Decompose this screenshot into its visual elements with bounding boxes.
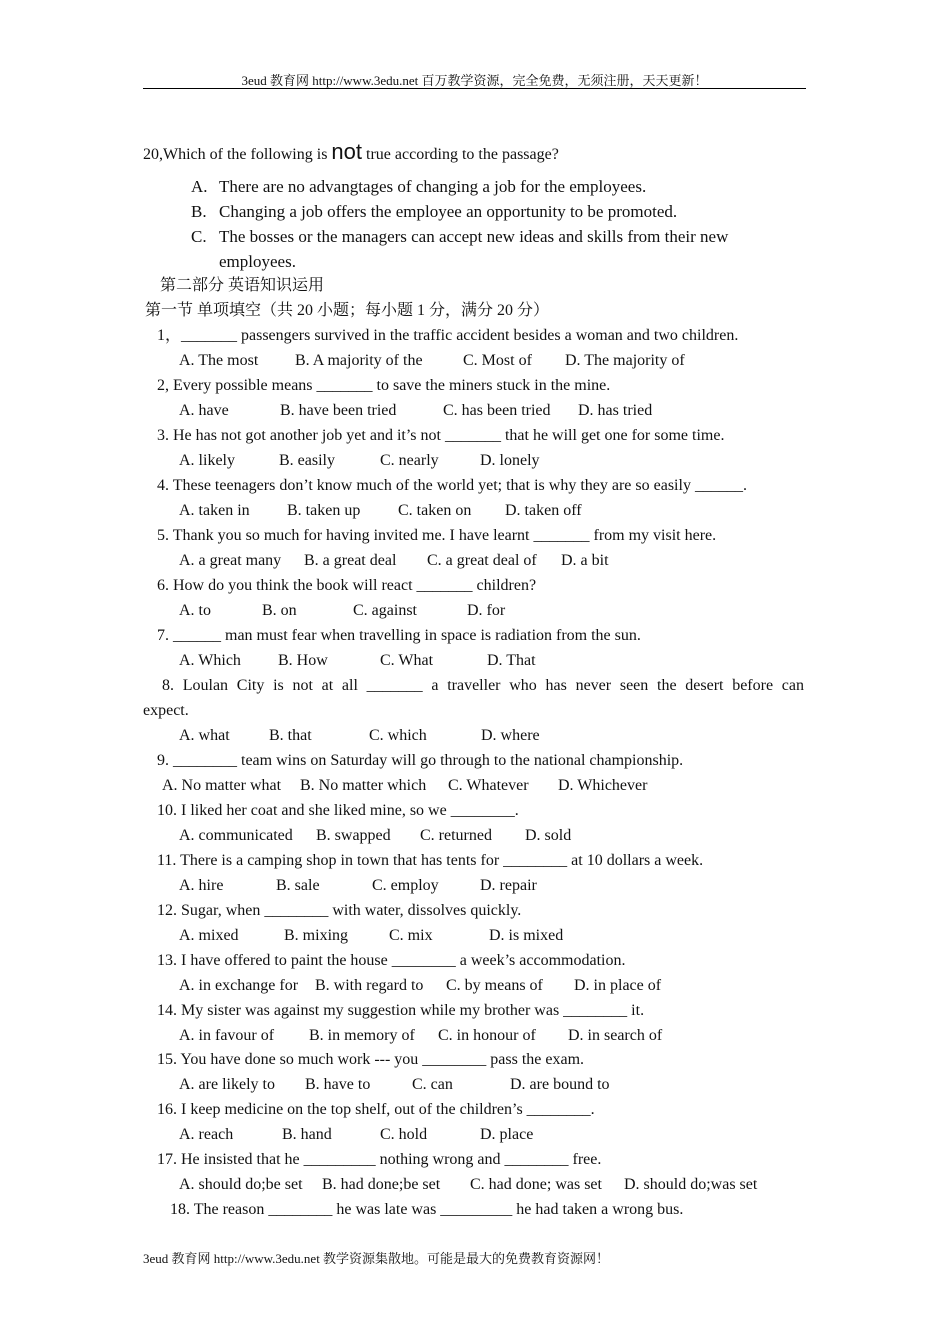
q15-option-a: A. are likely to	[179, 1076, 275, 1093]
q11-option-d: D. repair	[480, 877, 537, 894]
q10-option-c: C. returned	[420, 827, 492, 844]
page-header: 3eud 教育网 http://www.3edu.net 百万教学资源，完全免费，无须注册，天天更新！	[241, 73, 708, 88]
q20-stem-post: true according to the passage?	[362, 146, 559, 163]
q12-stem: 12. Sugar, when ________ with water, dissolves quickly.	[157, 902, 522, 919]
q1-option-c: C. Most of	[463, 352, 532, 369]
q3-option-d: D. lonely	[480, 452, 540, 469]
q6-option-d: D. for	[467, 602, 506, 619]
option-text: There are no advangtages of changing a job for the employees.	[219, 177, 647, 196]
q17-stem: 17. He insisted that he _________ nothing wrong and ________ free.	[157, 1151, 602, 1168]
q5-option-b: B. a great deal	[304, 552, 397, 569]
q14-option-d: D. in search of	[568, 1027, 663, 1044]
q14-option-b: B. in memory of	[309, 1027, 415, 1044]
q2-option-b: B. have been tried	[280, 402, 397, 419]
q13-option-c: C. by means of	[446, 977, 543, 994]
q3-option-b: B. easily	[279, 452, 335, 469]
q8-option-a: A. what	[179, 727, 230, 744]
q1-stem: 1，_______ passengers survived in the traffic accident besides a woman and two children.	[157, 327, 739, 344]
q3-option-a: A. likely	[179, 452, 235, 469]
q2-stem: 2, Every possible means _______ to save the miners stuck in the mine.	[157, 377, 611, 394]
q11-option-b: B. sale	[276, 877, 320, 894]
q16-option-c: C. hold	[380, 1126, 428, 1143]
option-letter: C.	[191, 227, 207, 246]
q2-option-d: D. has tried	[578, 402, 653, 419]
q5-stem: 5. Thank you so much for having invited me. I have learnt _______ from my visit here.	[157, 527, 717, 544]
q7-option-b: B. How	[278, 652, 328, 669]
header-rule	[143, 88, 806, 89]
q20-option-c	[191, 227, 729, 247]
q17-option-c: C. had done; was set	[470, 1176, 602, 1193]
option-letter: B.	[191, 202, 207, 221]
q4-option-b: B. taken up	[287, 502, 361, 519]
q8-option-c: C. which	[369, 727, 427, 744]
q20-stem	[143, 139, 559, 165]
q1-option-d: D. The majority of	[565, 352, 685, 369]
q8-stem: 8. Loulan City is not at all _______ a traveller who has never seen the desert before can	[162, 677, 804, 694]
q10-stem: 10. I liked her coat and she liked mine, so we ________.	[157, 802, 519, 819]
q6-option-c: C. against	[353, 602, 417, 619]
q6-stem: 6. How do you think the book will react _______ children?	[157, 577, 537, 594]
option-letter: A.	[191, 177, 208, 196]
option-text: Changing a job offers the employee an opportunity to be promoted.	[219, 202, 678, 221]
option-text: The bosses or the managers can accept new ideas and skills from their new	[219, 227, 729, 246]
q3-stem: 3. He has not got another job yet and it’s not _______ that he will get one for some time.	[157, 427, 725, 444]
q2-option-a: A. have	[179, 402, 229, 419]
q15-stem: 15. You have done so much work --- you ________ pass the exam.	[157, 1051, 585, 1068]
q13-option-b: B. with regard to	[315, 977, 424, 994]
q6-option-a: A. to	[179, 602, 211, 619]
q14-option-a: A. in favour of	[179, 1027, 275, 1044]
q17-option-a: A. should do;be set	[179, 1176, 303, 1193]
q10-option-d: D. sold	[525, 827, 572, 844]
q9-option-d: D. Whichever	[558, 777, 648, 794]
q20-stem-emph: not	[331, 139, 363, 164]
q12-option-c: C. mix	[389, 927, 433, 944]
q8-option-b: B. that	[269, 727, 312, 744]
q9-option-c: C. Whatever	[448, 777, 529, 794]
q15-option-b: B. have to	[305, 1076, 371, 1093]
q10-option-b: B. swapped	[316, 827, 391, 844]
q12-option-b: B. mixing	[284, 927, 349, 944]
q20-option-b	[191, 202, 678, 222]
q18-stem: 18. The reason ________ he was late was _________ he had taken a wrong bus.	[170, 1201, 684, 1218]
q2-option-c: C. has been tried	[443, 402, 551, 419]
q20-option-c-cont: employees.	[219, 252, 296, 271]
q14-stem: 14. My sister was against my suggestion while my brother was ________ it.	[157, 1002, 645, 1019]
section1-title: 第一节 单项填空（共 20 小题；每小题 1 分，满分 20 分）	[145, 302, 550, 319]
q9-stem: 9. ________ team wins on Saturday will go through to the national championship.	[157, 752, 684, 769]
q16-option-b: B. hand	[282, 1126, 332, 1143]
q4-option-d: D. taken off	[505, 502, 582, 519]
q4-option-c: C. taken on	[398, 502, 472, 519]
q12-option-a: A. mixed	[179, 927, 239, 944]
q8-option-d: D. where	[481, 727, 540, 744]
q17-option-d: D. should do;was set	[624, 1176, 758, 1193]
q16-option-d: D. place	[480, 1126, 534, 1143]
q17-option-b: B. had done;be set	[322, 1176, 441, 1193]
q9-option-b: B. No matter which	[300, 777, 427, 794]
q7-option-d: D. That	[487, 652, 536, 669]
q4-stem: 4. These teenagers don’t know much of the world yet; that is why they are so easily ______.	[157, 477, 747, 494]
q5-option-a: A. a great many	[179, 552, 282, 569]
q1-option-a: A. The most	[179, 352, 259, 369]
q20-stem-pre: 20,Which of the following is	[143, 146, 332, 163]
q5-option-c: C. a great deal of	[427, 552, 537, 569]
q8-stem-cont: expect.	[143, 702, 189, 719]
q1-option-b: B. A majority of the	[295, 352, 423, 369]
q13-option-a: A. in exchange for	[179, 977, 299, 994]
q16-option-a: A. reach	[179, 1126, 234, 1143]
q6-option-b: B. on	[262, 602, 297, 619]
q15-option-d: D. are bound to	[510, 1076, 610, 1093]
q7-stem: 7. ______ man must fear when travelling in space is radiation from the sun.	[157, 627, 641, 644]
q16-stem: 16. I keep medicine on the top shelf, out of the children’s ________.	[157, 1101, 595, 1118]
q11-stem: 11. There is a camping shop in town that has tents for ________ at 10 dollars a week.	[157, 852, 704, 869]
q7-option-a: A. Which	[179, 652, 241, 669]
page-footer: 3eud 教育网 http://www.3edu.net 教学资源集散地。可能是最大的免费教育资源网！	[143, 1251, 610, 1266]
q12-option-d: D. is mixed	[489, 927, 564, 944]
q11-option-c: C. employ	[372, 877, 439, 894]
q13-stem: 13. I have offered to paint the house ________ a week’s accommodation.	[157, 952, 626, 969]
q4-option-a: A. taken in	[179, 502, 250, 519]
q3-option-c: C. nearly	[380, 452, 439, 469]
q20-option-a	[191, 177, 647, 197]
q7-option-c: C. What	[380, 652, 434, 669]
q13-option-d: D. in place of	[574, 977, 662, 994]
q5-option-d: D. a bit	[561, 552, 609, 569]
q10-option-a: A. communicated	[179, 827, 293, 844]
q15-option-c: C. can	[412, 1076, 453, 1093]
q11-option-a: A. hire	[179, 877, 224, 894]
q9-option-a: A. No matter what	[162, 777, 282, 794]
part2-title: 第二部分 英语知识运用	[160, 277, 325, 294]
q14-option-c: C. in honour of	[438, 1027, 536, 1044]
